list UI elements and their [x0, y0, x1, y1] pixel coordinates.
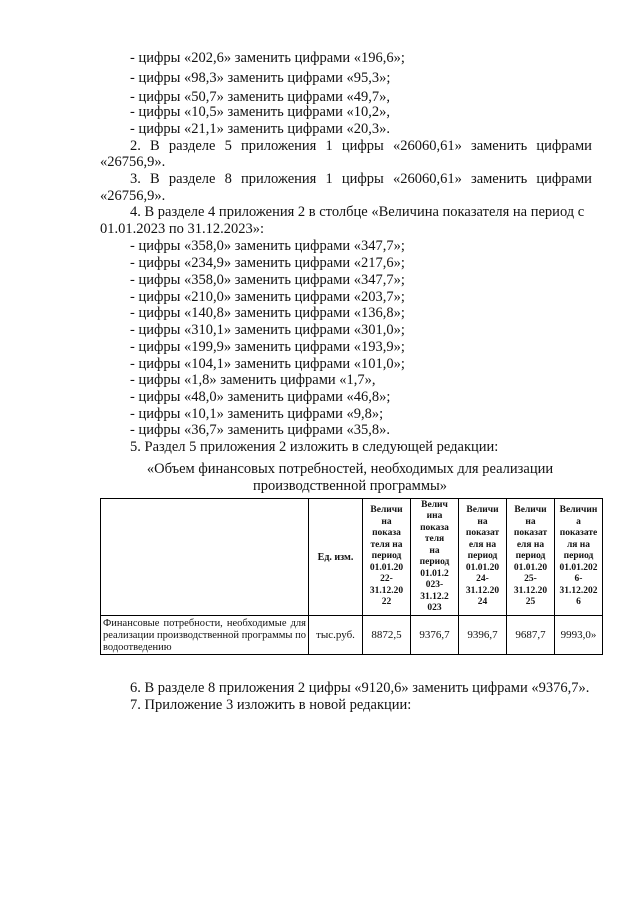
replacement-line: - цифры «358,0» заменить цифрами «347,7»; — [130, 238, 405, 254]
table-row — [101, 616, 603, 655]
table-caption-line2: производственной программы» — [252, 478, 448, 494]
replacement-line: - цифры «104,1» заменить цифрами «101,0»; — [130, 356, 405, 372]
period-header: Велич ина показа теля на период 01.01.2 023- 31.12.2 023 — [411, 499, 459, 616]
financial-needs-table — [100, 498, 603, 655]
replacement-line: - цифры «10,1» заменить цифрами «9,8»; — [130, 406, 384, 422]
period-header: Величи на показа теля на период 01.01.20 22- 31.12.20 22 — [363, 499, 411, 616]
replacement-line: - цифры «1,8» заменить цифрами «1,7», — [130, 372, 376, 388]
replacement-line: - цифры «98,3» заменить цифрами «95,3»; — [130, 70, 391, 86]
period-header: Величин а показате ля на период 01.01.202 6- 31.12.202 6 — [555, 499, 603, 616]
replacement-line: - цифры «358,0» заменить цифрами «347,7»; — [130, 272, 405, 288]
table-header-row — [101, 499, 603, 616]
item-2-line1: 2. В разделе 5 приложения 1 цифры «26060,61» заменить цифрами — [130, 138, 592, 154]
replacement-line: - цифры «10,5» заменить цифрами «10,2», — [130, 104, 391, 120]
replacement-line: - цифры «310,1» заменить цифрами «301,0»; — [130, 322, 405, 338]
item-4-line1: 4. В разделе 4 приложения 2 в столбце «Величина показателя на период с — [130, 204, 585, 220]
period-header: Величи на показат еля на период 01.01.20 24- 31.12.20 24 — [459, 499, 507, 616]
row-value: 8872,5 — [363, 616, 411, 655]
row-unit: тыс.руб. — [309, 616, 363, 655]
row-value: 9396,7 — [459, 616, 507, 655]
item-3-line2: «26756,9». — [100, 188, 166, 204]
replacement-line: - цифры «199,9» заменить цифрами «193,9»; — [130, 339, 405, 355]
item-5: 5. Раздел 5 приложения 2 изложить в следующей редакции: — [130, 439, 499, 455]
replacement-line: - цифры «210,0» заменить цифрами «203,7»; — [130, 289, 405, 305]
replacement-line: - цифры «21,1» заменить цифрами «20,3». — [130, 121, 391, 137]
header-empty-cell — [101, 499, 309, 616]
row-value: 9376,7 — [411, 616, 459, 655]
unit-header: Ед. изм. — [309, 499, 363, 616]
item-2-line2: «26756,9». — [100, 154, 166, 170]
item-4-line2: 01.01.2023 по 31.12.2023»: — [100, 221, 265, 237]
replacement-line: - цифры «50,7» заменить цифрами «49,7», — [130, 89, 391, 105]
period-header: Величи на показат еля на период 01.01.20 25- 31.12.20 25 — [507, 499, 555, 616]
row-value: 9687,7 — [507, 616, 555, 655]
item-7: 7. Приложение 3 изложить в новой редакции: — [130, 697, 412, 713]
replacement-line: - цифры «140,8» заменить цифрами «136,8»; — [130, 305, 405, 321]
item-6: 6. В разделе 8 приложения 2 цифры «9120,6» заменить цифрами «9376,7». — [130, 680, 590, 696]
replacement-line: - цифры «234,9» заменить цифрами «217,6»; — [130, 255, 405, 271]
row-value: 9993,0» — [555, 616, 603, 655]
replacement-line: - цифры «48,0» заменить цифрами «46,8»; — [130, 389, 391, 405]
table-caption-line1: «Объем финансовых потребностей, необходимых для реализации — [146, 461, 554, 477]
row-name: Финансовые потребности, необходимые для реализации производственной программы по водоотведению — [101, 616, 309, 655]
replacement-line: - цифры «202,6» заменить цифрами «196,6»; — [130, 50, 405, 66]
replacement-line: - цифры «36,7» заменить цифрами «35,8». — [130, 422, 391, 438]
item-3-line1: 3. В разделе 8 приложения 1 цифры «26060,61» заменить цифрами — [130, 171, 592, 187]
